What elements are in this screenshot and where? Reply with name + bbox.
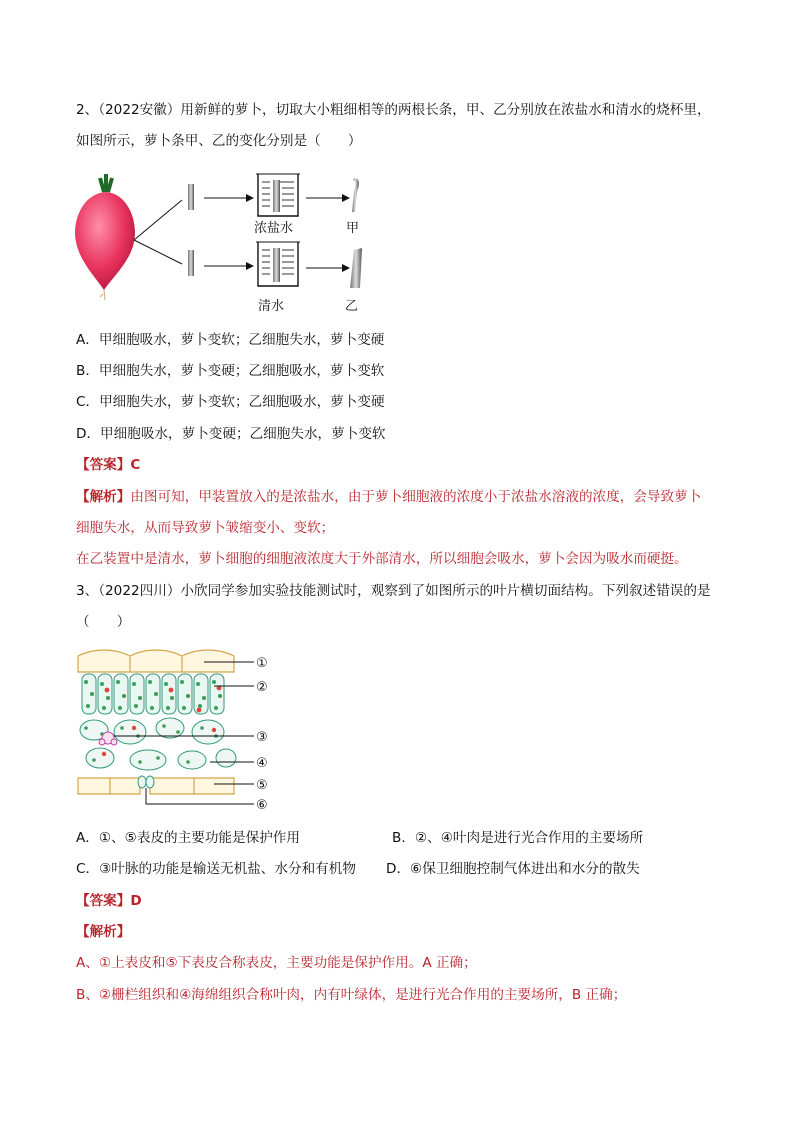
label-water: 清水 xyxy=(258,299,285,314)
marker-3: ③ xyxy=(256,730,268,745)
q2-stem-line2: 如图所示，萝卜条甲、乙的变化分别是（ ） xyxy=(76,133,362,149)
q3-answer: 【答案】D xyxy=(76,893,142,909)
q2-analysis-line2: 细胞失水，从而导致萝卜皱缩变小、变软； xyxy=(76,520,335,536)
q3-option-b: B．②、④叶肉是进行光合作用的主要场所 xyxy=(392,830,644,846)
lower-epidermis xyxy=(78,778,234,794)
leaf-cross-section-figure xyxy=(74,648,284,818)
label-salt-water: 浓盐水 xyxy=(254,221,294,236)
q3-analysis-b: B、②栅栏组织和④海绵组织合称叶肉，内有叶绿体，是进行光合作用的主要场所，B 正确； xyxy=(76,987,627,1003)
marker-6: ⑥ xyxy=(256,798,268,813)
q2-analysis-text1: 由图可知，甲装置放入的是浓盐水，由于萝卜细胞液的浓度小于浓盐水溶液的浓度，会导致萝卜 xyxy=(130,489,702,505)
q2-option-d: D．甲细胞吸水，萝卜变硬；乙细胞失水，萝卜变软 xyxy=(76,426,386,442)
q2-answer: 【答案】C xyxy=(76,457,141,473)
q3-analysis-tag: 【解析】 xyxy=(76,924,131,940)
shrunk-strip-jia xyxy=(352,178,359,212)
q3-option-d: D．⑥保卫细胞控制气体进出和水分的散失 xyxy=(386,861,640,877)
q2-option-b: B．甲细胞失水，萝卜变硬；乙细胞吸水，萝卜变软 xyxy=(76,363,385,379)
beaker-salt-water-icon xyxy=(256,174,300,216)
q3-analysis-a: A、①上表皮和⑤下表皮合称表皮，主要功能是保护作用。A 正确； xyxy=(76,955,477,971)
swollen-strip-yi xyxy=(350,248,362,288)
label-jia: 甲 xyxy=(346,221,360,236)
upper-epidermis xyxy=(78,650,234,672)
q2-option-c: C．甲细胞失水，萝卜变软；乙细胞吸水，萝卜变硬 xyxy=(76,394,385,410)
q2-analysis-tag: 【解析】 xyxy=(76,489,131,505)
q2-analysis-line1 xyxy=(76,487,701,507)
marker-2: ② xyxy=(256,680,268,695)
label-yi: 乙 xyxy=(345,299,359,314)
guard-cells xyxy=(138,776,154,788)
q3-stem-line2: （ ） xyxy=(76,614,131,630)
q3-option-a: A．①、⑤表皮的主要功能是保护作用 xyxy=(76,830,300,846)
q2-stem-line1: 2、（2022安徽）用新鲜的萝卜，切取大小粗细相等的两根长条，甲、乙分别放在浓盐水和清水的烧杯里， xyxy=(76,102,711,118)
q2-option-a: A．甲细胞吸水，萝卜变软；乙细胞失水，萝卜变硬 xyxy=(76,332,385,348)
marker-4: ④ xyxy=(256,756,268,771)
beaker-water-icon xyxy=(256,242,300,286)
marker-5: ⑤ xyxy=(256,778,268,793)
radish-osmosis-figure xyxy=(70,170,390,320)
radish-icon xyxy=(75,174,135,300)
q3-option-c: C．③叶脉的功能是输送无机盐、水分和有机物 xyxy=(76,861,356,877)
q3-stem-line1: 3、（2022四川）小欣同学参加实验技能测试时，观察到了如图所示的叶片横切面结构。下列叙述错误的是 xyxy=(76,583,711,599)
q2-analysis-line3: 在乙装置中是清水，萝卜细胞的细胞液浓度大于外部清水，所以细胞会吸水，萝卜会因为吸水而硬挺。 xyxy=(76,551,688,567)
marker-1: ① xyxy=(256,656,268,671)
